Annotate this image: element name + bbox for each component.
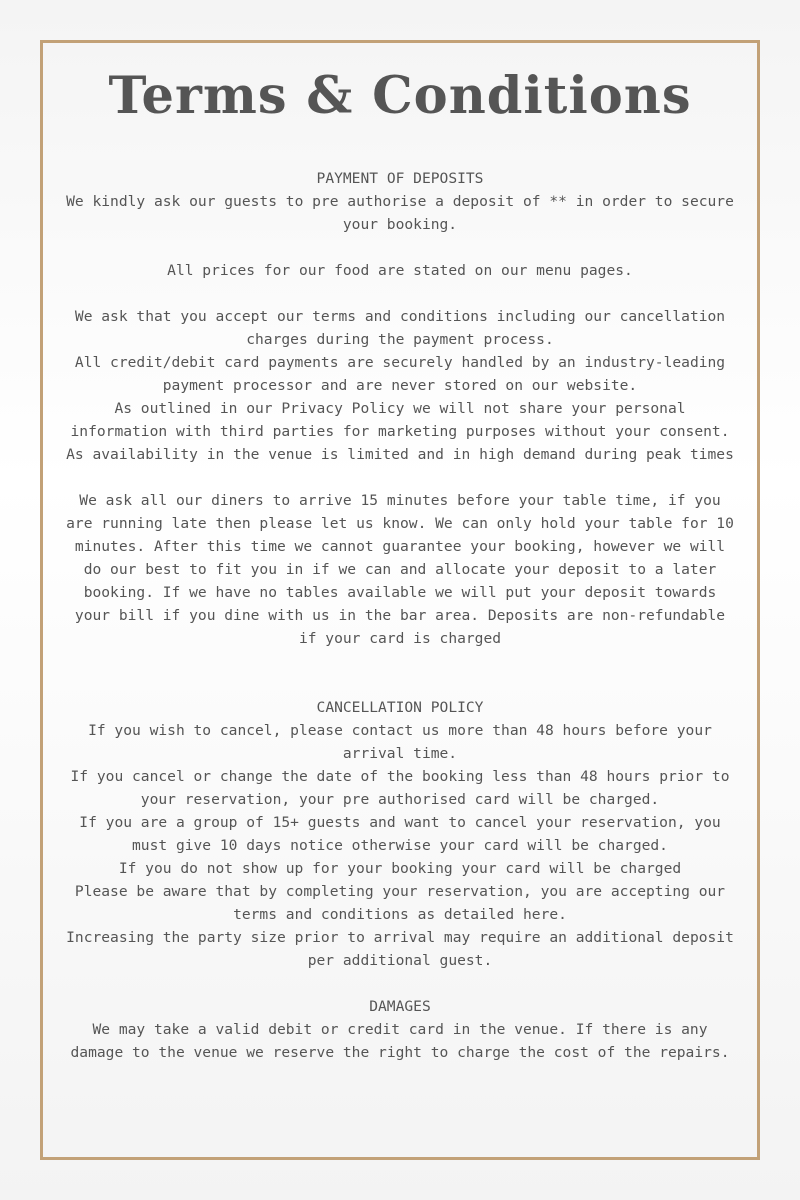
damages-section [40,995,760,1064]
damages-paragraph: We may take a valid debit or credit card in the venue. If there is any damage to the venue we reserve the right to charge the cost of the repairs. [70,1021,730,1061]
cancellation-paragraph-party-size: Increasing the party size prior to arrival may require an additional deposit per additional guest. [66,929,734,969]
cancellation-paragraph-48-hours: If you cancel or change the date of the booking less than 48 hours prior to your reservation, your pre authorised card will be charged. [70,768,730,808]
cancellation-paragraph-no-show: If you do not show up for your booking your card will be charged [118,860,682,877]
damages-heading: DAMAGES [369,998,431,1015]
terms-body [40,167,760,1064]
deposits-paragraph-prices: All prices for our food are stated on our menu pages. [167,262,633,279]
cancellation-heading: CANCELLATION POLICY [316,699,484,716]
deposits-paragraph-card-payments: All credit/debit card payments are securely handled by an industry-leading payment processor and are never stored on our website. [74,354,726,394]
deposits-paragraph-privacy: As outlined in our Privacy Policy we will not share your personal information with third parties for marketing purposes without your consent. [70,400,730,440]
deposits-paragraph-availability: As availability in the venue is limited and in high demand during peak times [66,446,734,463]
cancellation-section [40,696,760,972]
deposits-paragraph-arrival: We ask all our diners to arrive 15 minutes before your table time, if you are running late then please let us know. We can only hold your table for 10 minutes. After this time we cannot guarantee your booking, however we will do our best to fit you in if we can and allocate your deposit to a later booking. If we have no tables available we will put your deposit towards your bill if you dine with us in the bar area. Deposits are non-refundable if your card is charged [66,492,734,647]
deposits-paragraph-accept-terms: We ask that you accept our terms and conditions including our cancellation charges during the payment process. [74,308,726,348]
deposits-heading: PAYMENT OF DEPOSITS [316,170,484,187]
page-title: Terms & Conditions [108,66,692,126]
cancellation-paragraph-accepting: Please be aware that by completing your reservation, you are accepting our terms and conditions as detailed here. [74,883,726,923]
cancellation-paragraph-group: If you are a group of 15+ guests and want to cancel your reservation, you must give 10 days notice otherwise your card will be charged. [79,814,721,854]
deposits-paragraph-secure: We kindly ask our guests to pre authorise a deposit of ** in order to secure your booking. [66,193,734,233]
deposits-section [40,167,760,650]
cancellation-paragraph-contact: If you wish to cancel, please contact us more than 48 hours before your arrival time. [88,722,712,762]
